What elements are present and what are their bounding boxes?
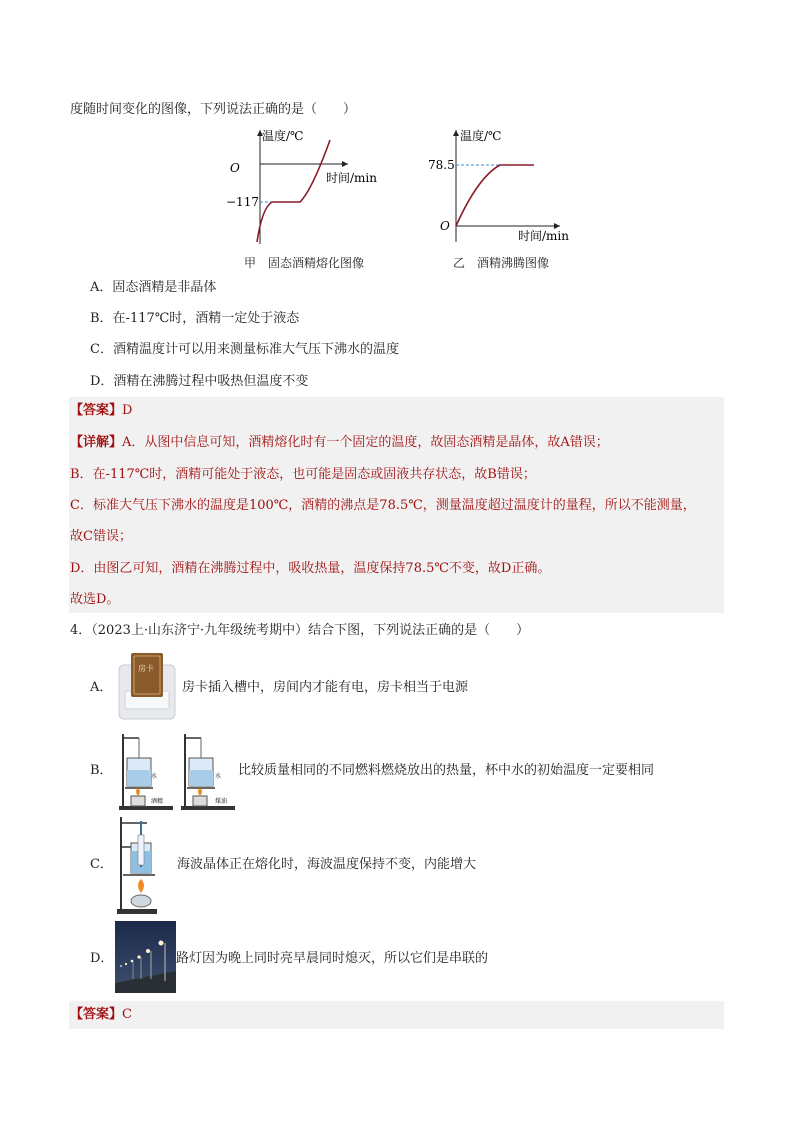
q3-detail-line-3: C．标准大气压下沸水的温度是100℃，酒精的沸点是78.5℃，测量温度超过温度计的量程，所以不能测量， [70, 498, 696, 513]
q3-option-a: A．固态酒精是非晶体 [90, 280, 217, 295]
detail-label: 【详解】 [70, 435, 123, 450]
room-card-slot-image [117, 651, 177, 721]
figure-a-caption: 甲 固态酒精熔化图像 [244, 256, 365, 270]
q4-option-b-text: 比较质量相同的不同燃料燃烧放出的热量，杯中水的初始温度一定要相同 [238, 763, 655, 778]
q4-option-a-letter: A． [90, 680, 113, 695]
card-label: 房卡 [138, 664, 154, 673]
q4-option-c-text: 海波晶体正在熔化时，海波温度保持不变，内能增大 [177, 857, 477, 872]
water-label-2: 水 [215, 773, 222, 780]
origin-label: O [230, 161, 240, 175]
q3-option-b: B．在-117℃时，酒精一定处于液态 [90, 311, 300, 326]
x-axis-label: 时间/min [518, 229, 569, 243]
melting-curve [257, 140, 330, 242]
boiling-curve [456, 165, 534, 226]
y-axis-label: 温度/℃ [262, 129, 304, 143]
street-lights-image [115, 921, 176, 993]
figure-b-caption: 乙 酒精沸腾图像 [453, 256, 550, 270]
answer-label: 【答案】 [70, 1007, 123, 1022]
figure-boiling-graph [420, 122, 590, 252]
origin-label: O [440, 219, 450, 233]
q4-option-d-text: 路灯因为晚上同时亮早晨同时熄灭，所以它们是串联的 [176, 951, 489, 966]
q3-answer [70, 402, 132, 420]
y-axis-label: 温度/℃ [460, 129, 502, 143]
q3-option-d: D．酒精在沸腾过程中吸热但温度不变 [90, 374, 309, 389]
answer-value: D [122, 403, 133, 418]
q4-option-d-letter: D． [90, 951, 114, 966]
tick-label: −117 [226, 195, 259, 209]
q3-detail-line-2: B．在-117℃时，酒精可能处于液态，也可能是固态或固液共存状态，故B错误； [70, 467, 536, 482]
q4-answer [70, 1006, 132, 1024]
answer-value: C [122, 1007, 132, 1022]
q4-option-b-letter: B． [90, 763, 113, 778]
fuel-label-1: 酒精 [151, 798, 164, 805]
fuel-label-2: 煤油 [215, 798, 228, 805]
crystal-melting-apparatus-image [115, 813, 165, 915]
q4-option-a-text: 房卡插入槽中，房间内才能有电，房卡相当于电源 [182, 680, 469, 695]
q3-detail-line-5: D．由图乙可知，酒精在沸腾过程中，吸收热量，温度保持78.5℃不变，故D正确。 [70, 561, 551, 576]
q4-solution-block [69, 1001, 724, 1029]
q3-detail-line-6: 故选D。 [70, 592, 120, 607]
q4-option-c-letter: C． [90, 857, 113, 872]
q3-detail-line-1: 【详解】A．从图中信息可知，酒精熔化时有一个固定的温度，故固态酒精是晶体，故A错误； [70, 435, 609, 450]
answer-label: 【答案】 [70, 403, 123, 418]
fuel-heating-apparatus-image [115, 730, 240, 812]
q3-stem: 度随时间变化的图像，下列说法正确的是（ ） [70, 102, 357, 117]
tick-label: 78.5 [428, 158, 455, 172]
water-label-1: 水 [151, 773, 158, 780]
x-axis-label: 时间/min [326, 171, 377, 185]
q3-detail-line-4: 故C错误； [70, 529, 132, 544]
figure-melting-graph [220, 122, 400, 252]
q3-option-c: C．酒精温度计可以用来测量标准大气压下沸水的温度 [90, 342, 399, 357]
q4-stem: 4．（2023上·山东济宁·九年级统考期中）结合下图，下列说法正确的是（ ） [70, 623, 530, 638]
